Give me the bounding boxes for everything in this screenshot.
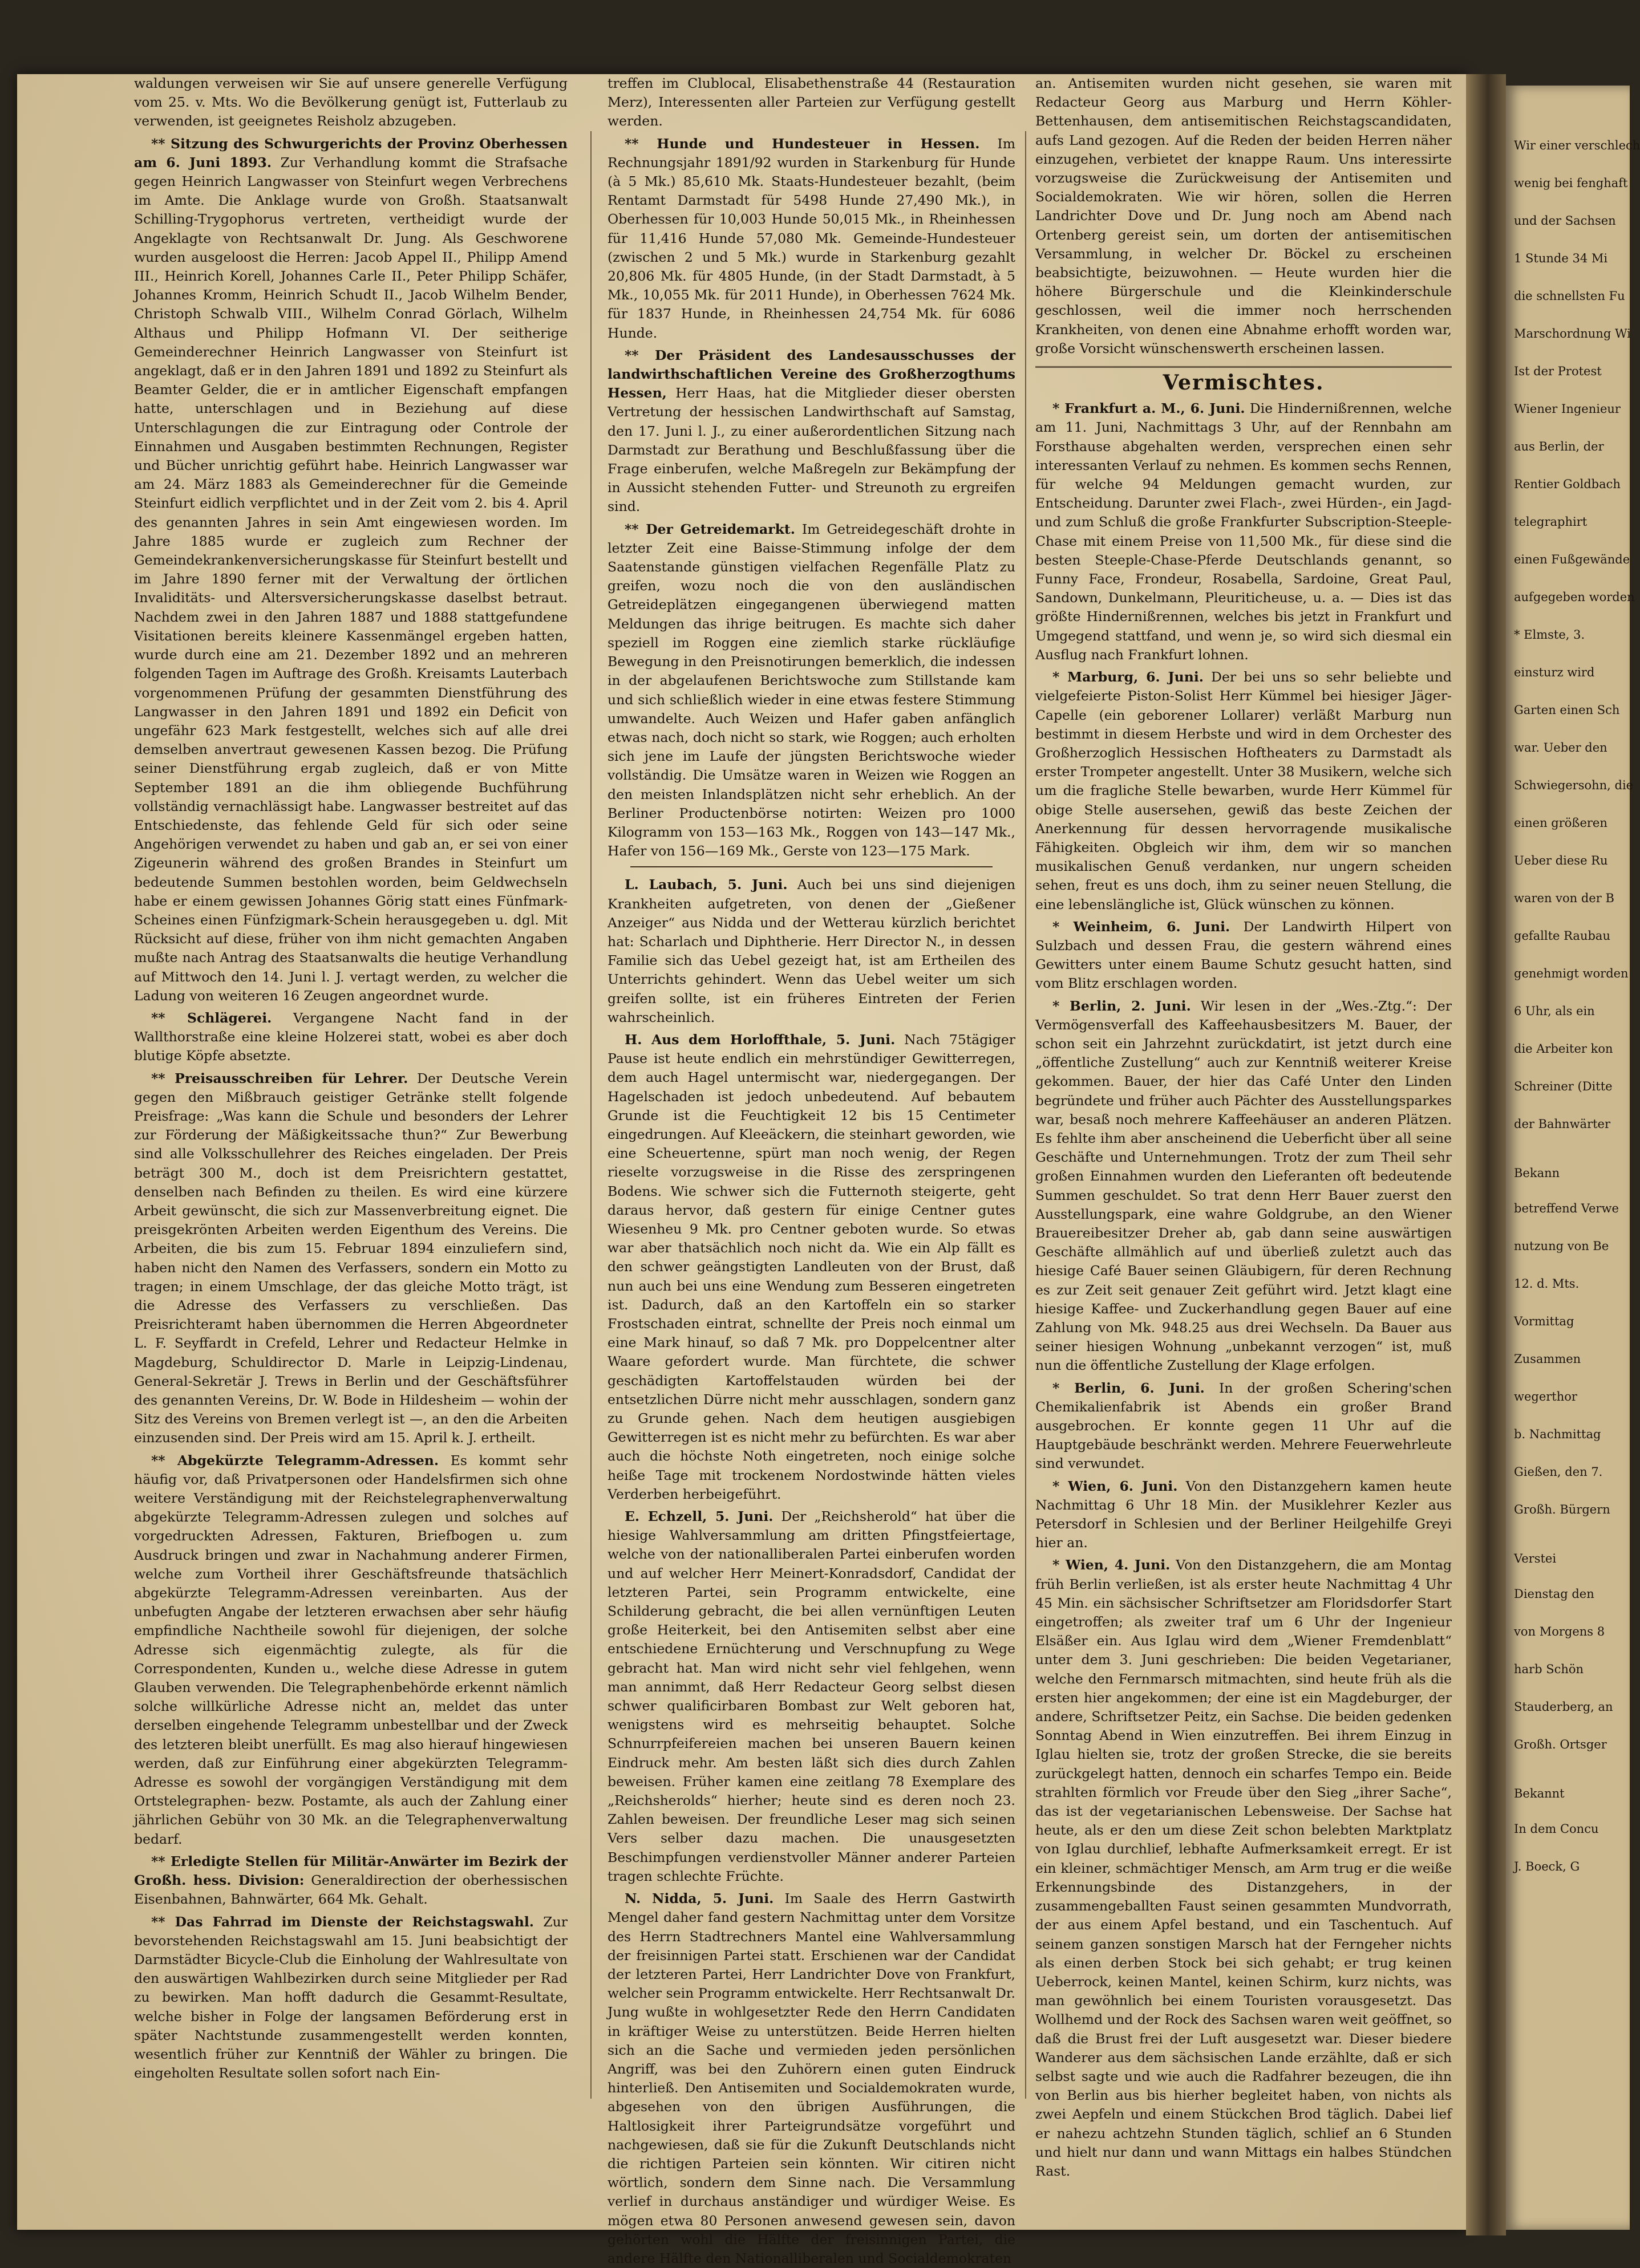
article-separator (630, 866, 993, 867)
adjacent-page-line: Großh. Bürgern (1514, 1503, 1610, 1516)
article-headline: ** Erledigte Stellen für Militär-Anwärter im Bezirk der Großh. hess. Division: (134, 1853, 568, 1889)
article-paragraph (134, 1069, 568, 1448)
article-paragraph (1035, 1477, 1452, 1553)
article-body-text: treffen im Clublocal, Elisabethenstraße 44 (Restauration Merz), Interessenten aller Parteien zur Verfügung gestellt werden. (608, 75, 1015, 129)
adjacent-page-line: 6 Uhr, als ein (1514, 1004, 1595, 1018)
article-paragraph (1035, 668, 1452, 914)
article-body-text: Der Deutsche Verein gegen den Mißbrauch geistiger Getränke stellt folgende Preisfrage: „Was kann die Schule und besonders der Lehrer zur Förderung der Mäßigkeitssache thun?“ Zur Bewerbung sind alle Volksschullehrer des Reiches eingeladen. Der Preis beträgt 300 M., doch ist dem Preisrichtern gestattet, denselben nach Befinden zu theilen. Es wird eine kürzere Arbeit gewünscht, die sich zur Massenverbreitung eignet. Die preisgekrönten Arbeiten werden Eigenthum des Vereins. Die Arbeiten, die bis zum 15. Februar 1894 einzuliefern sind, haben nicht den Namen des Verfassers, sondern ein Motto zu tragen; in einem Umschlage, der das gleiche Motto trägt, ist die Adresse des Verfassers zu verschließen. Das Preisrichteramt haben übernommen die Herren Abgeordneter L. F. Seyffardt in Crefeld, Lehrer und Redacteur Helmke in Magdeburg, Schuldirector D. Marle in Leipzig-Lindenau, General-Sekretär J. Trews in Berlin und der Geschäftsführer des genannten Vereins, Dr. W. Bode in Hildesheim — wohin der Sitz des Vereins von Bremen verlegt ist —, an den die Arbeiten einzusenden sind. Der Preis wird am 15. April k. J. ertheilt. (134, 1070, 568, 1446)
article-body-text: Generaldirection der oberhessischen Eisenbahnen, Bahnwärter, 664 Mk. Gehalt. (134, 1872, 568, 1908)
column-1 (134, 74, 568, 2104)
article-headline: * Wien, 4. Juni. (1052, 1557, 1171, 1573)
article-headline: ** Der Getreidemarkt. (625, 521, 795, 537)
article-headline: L. Laubach, 5. Juni. (625, 877, 788, 893)
article-paragraph (134, 1852, 568, 1909)
article-body-text: Der „Reichsherold“ hat über die hiesige Wahlversammlung am dritten Pfingstfeiertage, welche von der nationalliberalen Partei einberufen worden und auf welcher Herr Meinert-Konradsdorf, Candidat der letzteren Partei, sein Programm entwickelte, eine Schilderung gebracht, die bei allen vernünftigen Leuten große Heiterkeit, bei den Antisemiten selbst aber eine entschiedene Ernüchterung und Verschnupfung zu Wege gebracht hat. Man wird nicht sehr viel fehlgehen, wenn man annimmt, daß Herr Redacteur Georg selbst diesen schwer qualificirbaren Bombast zur Welt geboren hat, wenigstens wird es mehrseitig behauptet. Solche Schnurrpfeifereien machen bei unseren Bauern keinen Eindruck mehr. Am besten läßt sich dies durch Zahlen beweisen. Früher kamen eine zeitlang 78 Exemplare des „Reichsherolds“ hierher; heute sind es deren noch 23. Zahlen beweisen. Der freundliche Leser mag sich seinen Vers selber dazu machen. Die unausgesetzten Beschimpfungen verdienstvoller Männer anderer Parteien tragen schlechte Früchte. (608, 1508, 1015, 1884)
article-paragraph (608, 520, 1015, 861)
article-headline: * Weinheim, 6. Juni. (1052, 918, 1230, 935)
adjacent-page-heading: Verstei (1514, 1552, 1557, 1565)
article-paragraph (1035, 74, 1452, 358)
article-paragraph (1035, 1379, 1452, 1474)
article-body-text: Wir lesen in der „Wes.-Ztg.“: Der Vermögensverfall des Kaffeehausbesitzers M. Bauer, der schon seit ein Jahrzehnt zurückdatirt, ist jetzt durch eine „öffentliche Zustellung“ auch zur Kenntniß weiterer Kreise gekommen. Bauer, der hier das Café Unter den Linden begründete und früher auch Pächter des Ausstellungsparkes war, besaß noch mehrere Kaffeehäuser an anderen Plätzen. Es fehlte ihm aber anscheinend die Ueberficht über all seine Geschäfte und Unternehmungen. Trotz der zum Theil sehr großen Einnahmen wurden den Lieferanten oft bedeutende Summen geschuldet. So trat denn Herr Bauer zuerst den Ausstellungspark, eine wahre Goldgrube, an den Wiener Brauereibesitzer Dreher ab, gab dann seine auswärtigen Geschäfte allmählich auf und überließ zuletzt auch das hiesige Café Bauer seinen Gläubigern, für deren Rechnung es zur Zeit seit genauer Zeit geführt wird. Jetzt klagt eine hiesige Kaffee- und Zuckerhandlung gegen Bauer auf eine Zahlung von Mk. 948.25 aus drei Wechseln. Da Bauer aus seiner hiesigen Wohnung „unbekannt verzogen“ ist, muß nun die öffentliche Zustellung der Klage erfolgen. (1035, 997, 1452, 1374)
adjacent-page-line: aufgegeben worden (1514, 590, 1635, 604)
adjacent-page-line: Schreiner (Ditte (1514, 1080, 1613, 1093)
adjacent-page-line: Großh. Ortsger (1514, 1738, 1607, 1751)
adjacent-page-line: einsturz wird (1514, 666, 1595, 679)
adjacent-page-line: genehmigt worden (1514, 967, 1629, 980)
article-body-text: Nach 75tägiger Pause ist heute endlich ein mehrstündiger Gewitterregen, dem auch Hagel untermischt war, niedergegangen. Der Hagelschaden ist jedoch unbedeutend. Auf bebautem Grunde ist die Feuchtigkeit 12 bis 15 Centimeter eingedrungen. Auf Kleeäckern, die steinhart geworden, wie eine Scheuertenne, spürt man noch wenig, der Regen rieselte vorzugsweise in die Risse des zerspringenen Bodens. Wie schwer sich die Futternoth steigerte, geht daraus hervor, daß gestern für einige Centner gutes Wiesenheu 9 Mk. pro Centner geboten wurde. So etwas war aber thatsächlich noch nicht da. Wie ein Alp fällt es den schwer geängstigten Landleuten von der Brust, daß nun auch bei uns eine Wendung zum Besseren eingetreten ist. Dadurch, daß an den Kartoffeln ein so starker Frostschaden eintrat, schnellte der Preis noch einmal um eine Mark hinauf, so daß 7 Mk. pro Doppelcentner alter Waare gefordert wurde. Man fürchtete, die schwer geschädigten Kartoffelstauden würden bei der entsetzlichen Dürre nicht mehr ausschlagen, sondern ganz zu Grunde gehen. Nach dem heutigen ausgiebigen Gewitterregen ist es nicht mehr zu befürchten. Es war aber auch die höchste Noth eingetreten, noch einige solche heiße Tage mit trockenem Nordostwinde hätten vieles Verderben herbeigeführt. (608, 1031, 1015, 1502)
article-headline: ** Der Präsident des Landesausschusses der landwirthschaftlichen Vereine des Großherzogthums Hessen, (608, 347, 1015, 401)
adjacent-page-line: Vormittag (1514, 1314, 1574, 1328)
adjacent-page-line: Ueber diese Ru (1514, 854, 1608, 867)
article-headline: ** Sitzung des Schwurgerichts der Provinz Oberhessen am 6. Juni 1893. (134, 135, 568, 171)
adjacent-page-line: Garten einen Sch (1514, 703, 1620, 717)
article-body-text: Es kommt sehr häufig vor, daß Privatpersonen oder Handelsfirmen sich ohne weitere Verständigung mit der Reichstelegraphenverwaltung abgekürzte Telegramm-Adressen zulegen und solches auf vorgedruckten Adressen, Fakturen, Briefbogen u. zum Ausdruck bringen und zwar in Nachahmung anderer Firmen, welche zum Vortheil ihrer Geschäftsfreunde thatsächlich abgekürzte Telegramm-Adressen vereinbarten. Aus der unbefugten Angabe der letzteren erwachsen aber sehr häufig empfindliche Nachtheile sowohl für diejenigen, der solche Adresse sich eigenmächtig zulegte, als für die Correspondenten, Kunden u., welche diese Adresse in gutem Glauben verwenden. Die Telegraphenbehörde erkennt nämlich solche willkürliche Adresse nicht an, meldet das unter derselben eingehende Telegramm unbestellbar und der Zweck des letzteren bleibt unerfüllt. Es mag also hierauf hingewiesen werden, daß zur Einführung einer abgekürzten Telegramm-Adresse es sowohl der vorgängigen Verständigung mit dem Ortstelegraphen- bezw. Postamte, als auch der Zahlung einer jährlichen Gebühr von 30 Mk. an die Telegraphenverwaltung bedarf. (134, 1452, 568, 1847)
adjacent-page-line: wenig bei fenghaft (1514, 176, 1628, 190)
article-headline: ** Preisausschreiben für Lehrer. (151, 1070, 408, 1086)
column-2 (608, 74, 1015, 2266)
article-body-text: Zur Verhandlung kommt die Strafsache gegen Heinrich Langwasser von Steinfurt wegen Verbrechens im Amte. Die Anklage wurde von Großh. Staatsanwalt Schilling-Trygophorus vertreten, vertheidigt wurde der Angeklagte von Rechtsanwalt Dr. Jung. Als Geschworene wurden ausgeloost die Herren: Jacob Appel II., Philipp Amend III., Heinrich Korell, Johannes Carle II., Peter Philipp Schäfer, Johannes Kromm, Heinrich Schudt II., Jacob Wilhelm Bender, Christoph Schwalb VIII., Wilhelm Conrad Görlach, Wilhelm Althaus und Philipp Hofmann VI. Der seitherige Gemeinderechner Heinrich Langwasser von Steinfurt ist angeklagt, daß er in den Jahren 1891 und 1892 zu Steinfurt als Beamter Gelder, die er in amtlicher Eigenschaft empfangen hatte, unterschlagen und in Beziehung auf diese Unterschlagungen die zur Eintragung oder Controle der Einnahmen und Ausgaben bestimmten Rechnungen, Register und Bücher unrichtig geführt habe. Heinrich Langwasser war am 24. März 1883 als Gemeinderechner für die Gemeinde Steinfurt eidlich verpflichtet und in der Zeit vom 2. bis 4. April des genannten Jahres in sein Amt eingewiesen worden. Im Jahre 1885 wurde er zugleich zum Rechner der Gemeindekrankenversicherungskasse für Steinfurt bestellt und im Jahre 1890 ferner mit der Verwaltung der örtlichen Invaliditäts- und Altersversicherungskasse daselbst betraut. Nachdem zwei in den Jahren 1887 und 1888 stattgefundene Visitationen bereits kleinere Kassenmängel ergeben hatten, wurde durch eine am 21. Dezember 1892 und an mehreren folgenden Tagen im Auftrage des Großh. Kreisamts Lauterbach vorgenommenen Prüfung der gesammten Dienstführung des Langwasser in den Jahren 1891 und 1892 ein Deficit von ungefähr 623 Mark festgestellt, welches sich auf alle drei demselben anvertraut gewesenen Kassen bezog. Die Prüfung seiner Dienstführung ergab zugleich, daß er von Mitte September 1891 an die ihm obliegende Buchführung vollständig vernachlässigt habe. Langwasser bestreitet auf das Entschiedenste, das fehlende Geld für sich oder seine Angehörigen verwendet zu haben und gab an, er sei von einer Zigeunerin während des großen Brandes in Steinfurt um bedeutende Summen bestohlen worden, beim Geldwechseln habe er einem gewissen Johannes Görig statt eines Fünfmark-Scheines einen Fünfzigmark-Schein herausgegeben u. dgl. Mit Rücksicht auf diese, früher von ihm nicht gemachten Angaben mußte nach Antrag des Staatsanwalts die heutige Verhandlung auf Mittwoch den 14. Juni l. J. vertagt werden, zu welcher die Ladung von weiteren 16 Zeugen angeordnet wurde. (134, 154, 568, 1004)
article-paragraph (1035, 918, 1452, 993)
adjacent-page-line: die schnellsten Fu (1514, 289, 1625, 303)
article-body-text: Der bei uns so sehr beliebte und vielgefeierte Piston-Solist Herr Kümmel bei hiesiger Jäger-Capelle (ein geborener Lollarer) verläßt Marburg nun bestimmt in diesem Herbste und wird in dem Orchester des Großherzoglich Hessischen Hoftheaters zu Darmstadt als erster Trompeter angestellt. Unter 38 Musikern, welche sich um die fragliche Stelle bewarben, wurde Herr Kümmel für obige Stelle ausersehen, gewiß das beste Zeichen der Anerkennung für dessen hervorragende musikalische Fähigkeiten. Obgleich wir ihm, dem wir so manchen musikalischen Genuß verdanken, nur ungern scheiden sehen, freut es uns doch, ihm zu seiner neuen Stellung, die eine lebenslängliche ist, Glück wünschen zu können. (1035, 669, 1452, 912)
article-paragraph (1035, 997, 1452, 1376)
article-body-text: Zur bevorstehenden Reichstagswahl am 15. Juni beabsichtigt der Darmstädter Bicycle-Club die Einholung der Wahlresultate von den auswärtigen Wahlbezirken durch seine Mitglieder per Rad zu bewirken. Man hofft dadurch die Gesammt-Resultate, welche bisher in Folge der langsamen Beförderung erst in später Nachtstunde zusammengestellt werden konnten, wesentlich früher zur Kenntniß der Wähler zu bringen. Die eingeholten Resultate sollen sofort nach Ein- (134, 1913, 568, 2082)
article-body-text: waldungen verweisen wir Sie auf unsere generelle Verfügung vom 25. v. Mts. Wo die Bevölkerung genügt ist, Futterlaub zu verwenden, ist geeignetes Reisholz abzugeben. (134, 75, 568, 129)
article-body-text: In der großen Schering'schen Chemikalienfabrik ist Abends ein großer Brand ausgebrochen. Er konnte gegen 11 Uhr auf die Hauptgebäude beschränkt werden. Mehrere Feuerwehrleute sind verwundet. (1035, 1380, 1452, 1472)
article-headline: * Wien, 6. Juni. (1052, 1478, 1178, 1494)
article-body-text: Vergangene Nacht fand in der Wallthorstraße eine kleine Holzerei statt, wobei es aber doch blutige Köpfe absetzte. (134, 1009, 568, 1064)
article-body-text: Herr Haas, hat die Mitglieder dieser obersten Vertretung der hessischen Landwirthschaft auf Samstag, den 17. Juni l. J., zu einer außerordentlichen Sitzung nach Darmstadt zur Berathung und Beschlußfassung über die Frage einberufen, welche Maßregeln zur Bekämpfung der in Aussicht stehenden Futter- und Streunoth zu ergreifen sind. (608, 385, 1015, 515)
article-paragraph (608, 1507, 1015, 1886)
adjacent-page-line: gefallte Raubau (1514, 929, 1610, 943)
adjacent-page-line: 1 Stunde 34 Mi (1514, 251, 1608, 265)
article-paragraph (1035, 399, 1452, 664)
adjacent-page-line: einen größeren (1514, 816, 1607, 830)
adjacent-page-line: aus Berlin, der (1514, 440, 1604, 453)
article-body-text: Die Hindernißrennen, welche am 11. Juni, Nachmittags 3 Uhr, auf der Rennbahn am Forsthause abgehalten werden, versprechen einen sehr interessanten Verlauf zu nehmen. Es kommen sechs Rennen, für welche 94 Meldungen gemacht wurden, zur Entscheidung. Darunter zwei Flach-, zwei Hürden-, ein Jagd- und zum Schluß die große Frankfurter Subscription-Steeple-Chase mit einem Preise von 11,500 Mk., für diese sind die besten Steeple-Chase-Pferde Deutschlands genannt, so Funny Face, Frondeur, Rosabella, Sardoine, Great Paul, Sandown, Dunkelmann, Pleuriticheuse, u. a. — Dies ist das größte Hindernißrennen, welches bis jetzt in Frankfurt und Umgegend stattfand, und wenn je, so wird sich diesmal ein Ausflug nach Frankfurt lohnen. (1035, 400, 1452, 663)
article-headline: ** Das Fahrrad im Dienste der Reichstagswahl. (151, 1913, 534, 1930)
adjacent-page-line: Zusammen (1514, 1352, 1581, 1366)
adjacent-page-line: Ist der Protest (1514, 364, 1602, 378)
article-body-text: Der Landwirth Hilpert von Sulzbach und dessen Frau, die gestern während eines Gewitters unter einem Baume Schutz gesucht hatten, sind vom Blitz erschlagen worden. (1035, 918, 1452, 992)
article-headline: H. Aus dem Horloffthale, 5. Juni. (625, 1031, 896, 1048)
article-headline: * Frankfurt a. M., 6. Juni. (1052, 400, 1245, 417)
book-gutter (1466, 74, 1506, 2235)
article-body-text: Auch bei uns sind diejenigen Krankheiten aufgetreten, von denen der „Gießener Anzeiger“ aus Nidda und der Wetterau kürzlich berichtet hat: Scharlach und Diphtherie. Herr Director N., in dessen Familie sich das Uebel gezeigt hat, ist am Ertheilen des Unterrichts gehindert. Wenn das Uebel weiter um sich greifen sollte, ist ein früheres Eintreten der Ferien wahrscheinlich. (608, 877, 1015, 1025)
adjacent-page-line: telegraphirt (1514, 515, 1588, 529)
column-3 (1035, 74, 1452, 2179)
adjacent-page-line: wegerthor (1514, 1390, 1577, 1403)
article-headline: ** Abgekürzte Telegramm-Adressen. (151, 1452, 439, 1468)
adjacent-page-line: Gießen, den 7. (1514, 1465, 1603, 1479)
article-paragraph (608, 1030, 1015, 1504)
adjacent-page-line: In dem Concu (1514, 1822, 1599, 1836)
article-paragraph (134, 1913, 568, 2083)
article-paragraph (1035, 1556, 1452, 2181)
adjacent-page-line: Dienstag den (1514, 1587, 1594, 1601)
adjacent-page-line: Marschordnung Wi (1514, 327, 1631, 340)
adjacent-page-line: Rentier Goldbach (1514, 477, 1621, 491)
article-headline: N. Nidda, 5. Juni. (625, 1890, 774, 1907)
adjacent-page-line: war. Ueber den (1514, 741, 1607, 754)
adjacent-page-line: * Elmste, 3. (1514, 628, 1585, 642)
section-heading: Vermischtes. (1035, 366, 1452, 392)
adjacent-page-line: und der Sachsen (1514, 214, 1616, 228)
article-paragraph (134, 74, 568, 131)
adjacent-page-line: Schwiegersohn, die (1514, 778, 1634, 792)
adjacent-page-heading: Bekann (1514, 1166, 1560, 1180)
adjacent-page-heading: Bekannt (1514, 1787, 1565, 1800)
article-headline: ** Schlägerei. (151, 1009, 272, 1026)
adjacent-page-line: harb Schön (1514, 1662, 1584, 1676)
adjacent-page-line: nutzung von Be (1514, 1239, 1609, 1253)
article-paragraph (608, 135, 1015, 343)
article-headline: * Marburg, 6. Juni. (1052, 669, 1204, 685)
adjacent-page-line: Wir einer verschlech (1514, 139, 1640, 152)
article-body-text: an. Antisemiten wurden nicht gesehen, sie waren mit Redacteur Georg aus Marburg und Herrn Köhler-Bettenhausen, dem antisemitischen Reichstagscandidaten, aufs Land gezogen. Auf die Reden der beiden Herren näher einzugehen, verbietet der knappe Raum. Uns interessirte vorzugsweise die Zurückweisung der Antisemiten und Socialdemokraten. Wie wir hören, sollen die Herren Landrichter Dove und Dr. Jung noch am Abend nach Ortenberg gereist sein, um dorten der antisemitischen Versammlung, in welcher Dr. Böckel zu erscheinen beabsichtigte, beizuwohnen. — Heute wurden hier die höhere Bürgerschule und die Kleinkinderschule geschlossen, weil die immer noch herrschenden Krankheiten, von denen eine Abnahme erhofft worden war, große Vorsicht wünschenswerth erscheinen lassen. (1035, 75, 1452, 356)
adjacent-page-line: die Arbeiter kon (1514, 1042, 1613, 1056)
adjacent-page-line: waren von der B (1514, 891, 1614, 905)
adjacent-page-fragment (1506, 86, 1640, 2230)
article-paragraph (608, 74, 1015, 131)
article-headline: * Berlin, 2. Juni. (1052, 997, 1191, 1014)
adjacent-page-line: einen Fußgewände (1514, 553, 1630, 566)
article-paragraph (134, 135, 568, 1005)
adjacent-page-line: der Bahnwärter (1514, 1117, 1611, 1131)
adjacent-page-line: von Morgens 8 (1514, 1625, 1605, 1638)
article-paragraph (608, 1889, 1015, 2268)
adjacent-page-line: J. Boeck, G (1514, 1860, 1580, 1873)
column-divider (1025, 131, 1026, 2099)
article-headline: * Berlin, 6. Juni. (1052, 1380, 1205, 1396)
article-body-text: Von den Distanzgehern kamen heute Nachmittag 6 Uhr 18 Min. der Musiklehrer Kezler aus Petersdorf in Schlesien und der Berliner Heilgehilfe Greyi hier an. (1035, 1478, 1452, 1551)
article-body-text: Im Rechnungsjahr 1891/92 wurden in Starkenburg für Hunde (à 5 Mk.) 85,610 Mk. Staats-Hundesteuer bezahlt, (beim Rentamt Darmstadt für 5498 Hunde 27,490 Mk.), in Oberhessen für 10,003 Hunde 50,015 Mk., in Rheinhessen für 11,416 Hunde 57,080 Mk. Gemeinde-Hundesteuer (zwischen 2 und 5 Mk.) wurde in Starkenburg gezahlt 20,806 Mk. für 4805 Hunde, (in der Stadt Darmstadt, à 5 Mk., 10,055 Mk. für 2011 Hunde), in Oberhessen 7624 Mk. für 1837 Hunde, in Rheinhessen 24,754 Mk. für 6086 Hunde. (608, 135, 1015, 341)
article-body-text: Von den Distanzgehern, die am Montag früh Berlin verließen, ist als erster heute Nachmittag 4 Uhr 45 Min. ein sächsischer Schriftsetzer am Floridsdorfer Start eingetroffen; als zweiter traf um 6 Uhr der Ingenieur Elsäßer ein. Aus Iglau wird dem „Wiener Fremdenblatt“ unter dem 3. Juni geschrieben: Die beiden Vegetarianer, welche den Fernmarsch mitmachten, sind heute früh als die ersten hier angekommen; der eine ist ein Magdeburger, der andere, Schriftsetzer Peitz, ein Sachse. Die beiden gedenken Sonntag Abend in Wien einzutreffen. Bei ihrem Einzug in Iglau hielten sie, trotz der großen Strecke, die sie bereits zurückgelegt hatten, dennoch ein scharfes Tempo ein. Beide strahlten förmlich vor Freude über den Sieg „ihrer Sache“, das ist der vegetarianischen Lebensweise. Der Sachse hat heute, als er den um diese Zeit schon belebten Marktplatz von Iglau durchlief, lebhafte Aufmerksamkeit erregt. Er ist ein kleiner, schmächtiger Mensch, am Arm trug er die weiße Erkennungsbinde des Distanzgehers, in der zusammengeballten Faust seinen gesammten Mundvorrath, der aus einem Apfel bestand, und ein Taschentuch. Auf seinem ganzen sonstigen Marsch hat der Ferngeher nichts als einen derben Stock bei sich gehabt; er trug keinen Ueberrock, keinen Mantel, keinen Schirm, kurz nichts, was man gewöhnlich bei einem Touristen vorausgesetzt. Das Wollhemd und der Rock des Sachsen waren weit geöffnet, so daß die Brust frei der Luft ausgesetzt war. Dieser biedere Wanderer aus dem sächsischen Lande erzählte, daß er sich selbst sagte und wie auch die Radfahrer bezeugen, die ihn von Berlin aus bis hierher begleitet haben, von nichts als zwei Aepfeln und einem Stückchen Brod täglich. Dabei lief er nahezu achtzehn Stunden täglich, schlief an 6 Stunden und hielt nur dann und wann Mittags ein halbes Stündchen Rast. (1035, 1557, 1452, 2179)
adjacent-page-line: Stauderberg, an (1514, 1700, 1613, 1714)
adjacent-page-line: Wiener Ingenieur (1514, 402, 1621, 416)
adjacent-page-line: 12. d. Mts. (1514, 1277, 1580, 1291)
article-headline: ** Hunde und Hundesteuer in Hessen. (625, 135, 980, 152)
adjacent-page-line: b. Nachmittag (1514, 1427, 1601, 1441)
article-paragraph (608, 875, 1015, 1027)
article-headline: E. Echzell, 5. Juni. (625, 1508, 774, 1525)
article-paragraph (134, 1009, 568, 1066)
adjacent-page-line: betreffend Verwe (1514, 1202, 1619, 1215)
article-paragraph (134, 1451, 568, 1849)
article-paragraph (608, 346, 1015, 517)
article-body-text: Im Getreidegeschäft drohte in letzter Zeit eine Baisse-Stimmung infolge der dem Saatenstande günstigen vielfachen Regenfälle Platz zu greifen, wozu noch die von den ausländischen Getreideplätzen eingegangenen überwiegend matten Meldungen das ihrige beitrugen. Es machte sich daher speziell im Roggen eine ziemlich starke rückläufige Bewegung in den Preisnotirungen bemerklich, die indessen in der abgelaufenen Berichtswoche zum Stillstande kam und sich schließlich wieder in eine etwas festere Stimmung umwandelte. Auch Weizen und Hafer gaben anfänglich etwas nach, doch nicht so stark, wie Roggen; auch erholten sich jene im Laufe der jüngsten Berichtswoche wieder vollständig. Die Umsätze waren in Weizen wie Roggen an den meisten Inlandsplätzen nicht sehr erheblich. An der Berliner Productenbörse notirten: Weizen pro 1000 Kilogramm von 153—163 Mk., Roggen von 143—147 Mk., Hafer von 156—169 Mk., Gerste von 123—175 Mark. (608, 521, 1015, 859)
article-body-text: Im Saale des Herrn Gastwirth Mengel daher fand gestern Nachmittag unter dem Vorsitze des Herrn Stadtrechners Mantel eine Wahlversammlung der freisinnigen Partei statt. Erschienen war der Candidat der letzteren Partei, Herr Landrichter Dove von Frankfurt, welcher sein Programm entwickelte. Herr Rechtsanwalt Dr. Jung wußte in wohlgesetzter Rede den Herrn Candidaten in kräftiger Weise zu unterstützen. Beide Herren hielten sich an die Sache und vermieden jeden persönlichen Angriff, was bei den Zuhörern einen guten Eindruck hinterließ. Den Antisemiten und Socialdemokraten wurde, abgesehen von den übrigen Ausführungen, die Haltlosigkeit ihrer Parteigrundsätze vorgeführt und nachgewiesen, daß sie für die Zukunft Deutschlands nicht die richtigen Parteien sein könnten. Wir citiren nicht wörtlich, sondern dem Sinne nach. Die Versammlung verlief in durchaus anständiger und würdiger Weise. Es mögen etwa 80 Personen anwesend gewesen sein, davon gehörten wohl die Hälfte der freisinnigen Partei, die andere Hälfte den Nationalliberalen und Socialdemokraten (608, 1890, 1015, 2266)
column-divider (590, 131, 592, 2099)
